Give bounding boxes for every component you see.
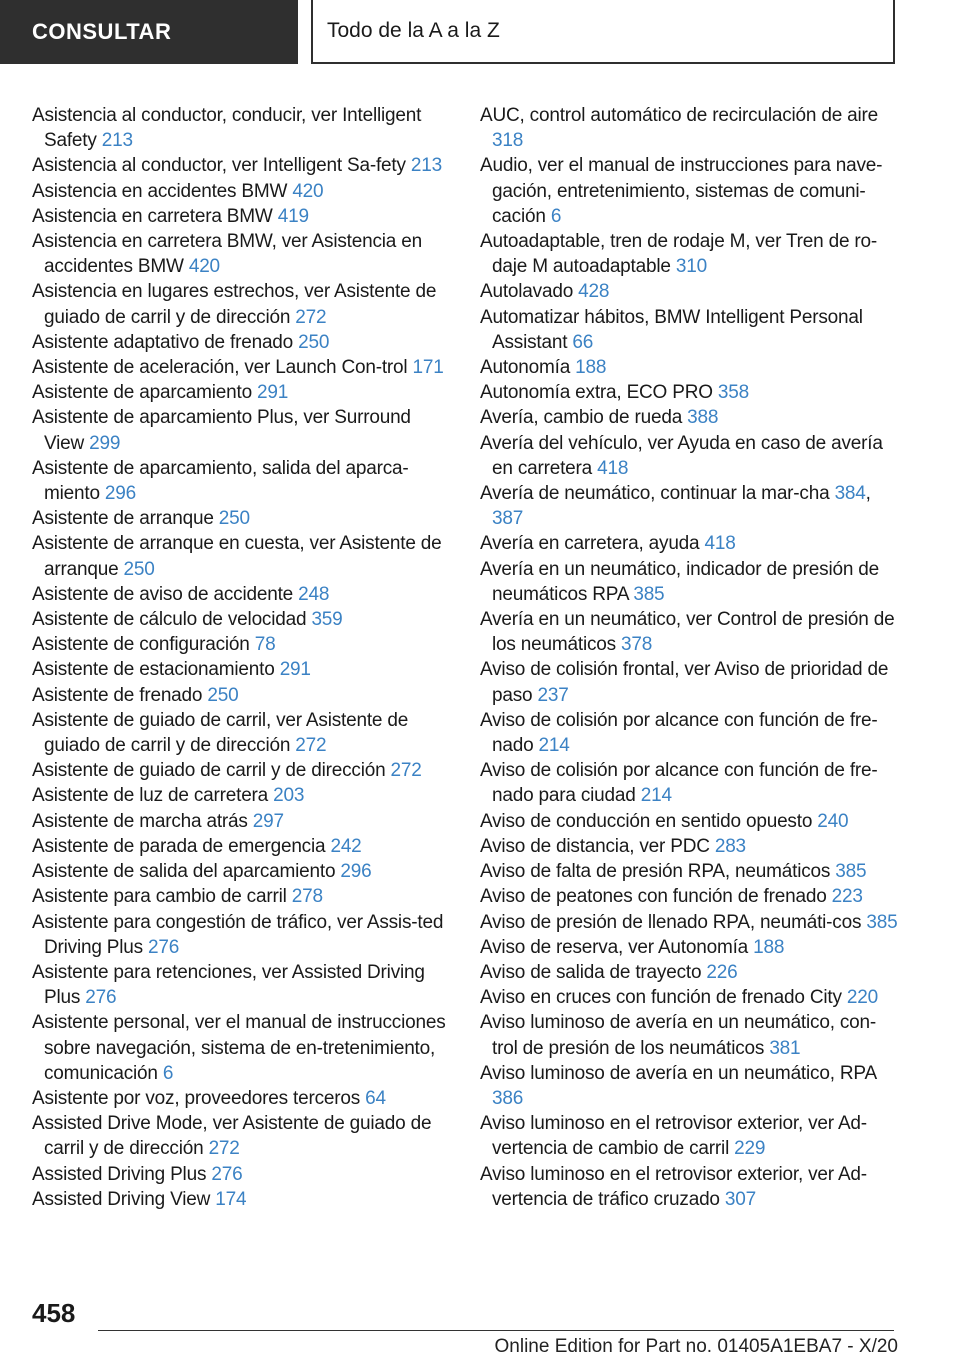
page-reference-link[interactable]: 378: [621, 634, 653, 656]
footer-divider: [98, 1330, 894, 1331]
index-entry-term: Autonomía extra, ECO PRO: [480, 382, 718, 404]
index-entry-term: Asistente adaptativo de frenado: [32, 331, 299, 353]
page-reference-link[interactable]: 297: [252, 810, 284, 832]
index-entry-term: Aviso de colisión frontal, ver Aviso de prioridad de paso: [480, 659, 889, 706]
index-entry-term: Asistente de aparcamiento, salida del aparca-miento: [32, 457, 409, 505]
index-entry-term: Asistente para congestión de tráfico, ver Assis-ted Driving Plus: [32, 911, 444, 958]
index-entry-term: Assisted Driving View: [32, 1188, 216, 1210]
page-reference-link[interactable]: 242: [330, 835, 362, 857]
index-entry-term: Autoadaptable, tren de rodaje M, ver Tren de ro-daje M autoadaptable: [480, 231, 878, 278]
index-entry-term: Aviso de reserva, ver Autonomía: [480, 936, 754, 958]
index-entry-term: Asistente de aviso de accidente: [32, 583, 299, 605]
index-entry: [480, 758, 898, 808]
index-entry: [32, 380, 450, 405]
page-reference-link[interactable]: 174: [215, 1188, 247, 1210]
page-reference-link[interactable]: 278: [291, 886, 323, 908]
page-reference-link[interactable]: 272: [208, 1138, 240, 1160]
page-reference-link[interactable]: 226: [706, 961, 738, 983]
index-entry: [32, 657, 450, 682]
index-entry-term: Aviso en cruces con función de frenado City: [480, 987, 847, 1009]
index-entry-term: Aviso de peatones con función de frenado: [480, 886, 832, 908]
page-reference-link[interactable]: 66: [572, 331, 594, 353]
page-reference-link[interactable]: 296: [340, 861, 372, 883]
index-entry-term: Asistencia en carretera BMW: [32, 205, 278, 227]
page-reference-link[interactable]: 420: [292, 180, 324, 202]
page-reference-link[interactable]: 385: [835, 861, 867, 883]
index-entry-term: Asistente de parada de emergencia: [32, 835, 331, 857]
index-entry: [32, 809, 450, 834]
index-entry: [480, 884, 898, 909]
index-entry-term: Aviso luminoso en el retrovisor exterior, ver Ad-vertencia de tráfico cruzado: [480, 1163, 867, 1210]
page-reference-link[interactable]: 171: [412, 357, 444, 379]
index-entry: [480, 1162, 898, 1212]
index-entry-term: Aviso luminoso de avería en un neumático, con-trol de presión de los neumáticos: [480, 1012, 877, 1059]
page-reference-link[interactable]: 272: [295, 735, 327, 757]
index-entry-term: Aviso de distancia, ver PDC: [480, 835, 715, 857]
index-entry: [32, 405, 450, 455]
page-reference-link[interactable]: 214: [538, 735, 570, 757]
index-entry-term: Asistencia en lugares estrechos, ver Asistente de guiado de carril y de dirección: [32, 281, 437, 328]
page-reference-link[interactable]: 240: [817, 810, 849, 832]
index-entry-term: Avería, cambio de rueda: [480, 407, 688, 429]
index-entry-term: Aviso luminoso en el retrovisor exterior, ver Ad-vertencia de cambio de carril: [480, 1113, 867, 1160]
page-reference-link[interactable]: 358: [717, 382, 749, 404]
page-reference-link[interactable]: 213: [101, 130, 133, 152]
page-reference-link[interactable]: 385: [633, 583, 665, 605]
index-entry: [480, 103, 898, 153]
index-entry: [32, 1086, 450, 1111]
index-entry: [32, 859, 450, 884]
index-entry: [32, 204, 450, 229]
page-reference-link[interactable]: 6: [550, 205, 562, 227]
footer-edition: Online Edition for Part no. 01405A1EBA7 - X/20: [494, 1336, 898, 1357]
index-entry: [32, 355, 450, 380]
index-entry: [480, 859, 898, 884]
index-entry-term: Aviso de colisión por alcance con función de fre-nado: [480, 709, 878, 757]
index-entry: [480, 355, 898, 380]
index-entry: [32, 910, 450, 960]
page-reference-link[interactable]: 418: [704, 533, 736, 555]
index-entry: [32, 330, 450, 355]
index-entry: [32, 229, 450, 279]
page-reference-link[interactable]: 250: [123, 558, 155, 580]
index-entry-term: Assisted Driving Plus: [32, 1163, 212, 1185]
page-reference-link[interactable]: 276: [85, 987, 117, 1009]
page-reference-link[interactable]: 203: [273, 785, 305, 807]
index-entry: [32, 153, 450, 178]
page-reference-link[interactable]: 250: [207, 684, 239, 706]
index-entry: [480, 481, 898, 531]
page-reference-link[interactable]: 386: [492, 1087, 524, 1109]
page-reference-link[interactable]: 223: [831, 886, 863, 908]
page-reference-link[interactable]: 318: [492, 130, 524, 152]
page-reference-link[interactable]: 310: [675, 256, 707, 278]
index-entry: [480, 279, 898, 304]
index-entry-term: Automatizar hábitos, BMW Intelligent Personal Assistant: [480, 306, 863, 353]
index-entry: [32, 1162, 450, 1187]
index-entry-term: Asistencia al conductor, conducir, ver Intelligent Safety: [32, 105, 422, 152]
index-entry-term: Avería en carretera, ayuda: [480, 533, 705, 555]
page-reference-link[interactable]: 188: [575, 357, 607, 379]
index-entry: [480, 935, 898, 960]
index-entry-term: Asistencia en carretera BMW, ver Asistencia en accidentes BMW: [32, 231, 422, 278]
page-reference-link[interactable]: 296: [104, 483, 137, 505]
index-entry-term: Avería en un neumático, ver Control de presión de los neumáticos: [480, 609, 895, 656]
index-entry: [480, 657, 898, 707]
index-entry: [32, 758, 450, 783]
index-entry: [480, 708, 898, 758]
page-reference-link[interactable]: 384: [834, 483, 866, 505]
page-reference-link[interactable]: 428: [578, 281, 610, 303]
index-entry: [32, 1010, 450, 1086]
index-entry-term: Asistente de marcha atrás: [32, 810, 253, 832]
index-entry-term: Aviso de presión de llenado RPA, neumáti-cos: [480, 911, 867, 933]
index-entry-term: Asistente de guiado de carril y de dirección: [32, 760, 391, 782]
page-reference-link[interactable]: 78: [254, 634, 276, 656]
index-entry: [32, 632, 450, 657]
index-entry-term: Aviso luminoso de avería en un neumático, RPA: [480, 1062, 876, 1084]
page-reference-link[interactable]: 381: [769, 1037, 801, 1059]
page-reference-link[interactable]: 229: [734, 1138, 766, 1160]
index-entry: [32, 279, 450, 329]
index-entry: [32, 708, 450, 758]
index-entry: [32, 582, 450, 607]
page-ref-separator: ,: [865, 483, 871, 505]
index-entry: [480, 910, 898, 935]
index-entry-term: Aviso de conducción en sentido opuesto: [480, 810, 818, 832]
index-entry: [480, 380, 898, 405]
page-reference-link[interactable]: 214: [640, 785, 672, 807]
index-entry-term: Asistente de luz de carretera: [32, 785, 274, 807]
index-entry-term: Asistente de salida del aparcamiento: [32, 861, 341, 883]
index-entry-term: Autolavado: [480, 281, 579, 303]
index-entry-term: Asistente de aceleración, ver Launch Con-trol: [32, 357, 413, 379]
page-reference-link[interactable]: 299: [89, 432, 121, 454]
index-entry-term: AUC, control automático de recirculación de aire: [480, 105, 879, 126]
index-entry: [480, 985, 898, 1010]
index-entry-term: Asistencia en accidentes BMW: [32, 180, 293, 202]
index-entry-term: Asistente personal, ver el manual de instrucciones sobre navegación, sistema de en-tretenimiento, comunicación: [32, 1012, 446, 1084]
index-entry: [32, 506, 450, 531]
page-reference-link[interactable]: 220: [846, 987, 878, 1009]
index-entry: [32, 1111, 450, 1161]
index-entry-term: Asistente de arranque en cuesta, ver Asistente de arranque: [32, 533, 442, 580]
index-entry-term: Asistente de configuración: [32, 634, 255, 656]
index-entry: [480, 305, 898, 355]
index-entry-term: Asistente de estacionamiento: [32, 659, 280, 681]
page-reference-link[interactable]: 418: [597, 457, 629, 479]
page-reference-link[interactable]: 387: [492, 508, 524, 530]
page-reference-link[interactable]: 248: [298, 583, 330, 605]
index-entry: [480, 153, 898, 229]
index-entry-term: Asistente por voz, proveedores terceros: [32, 1087, 366, 1109]
index-entry-term: Asistente de arranque: [32, 508, 219, 530]
page-reference-link[interactable]: 250: [298, 331, 330, 353]
index-entry-term: Asistente para retenciones, ver Assisted Driving Plus: [32, 961, 425, 1009]
page-reference-link[interactable]: 272: [390, 760, 422, 782]
index-column-right: [480, 103, 898, 1212]
page-reference-link[interactable]: 385: [866, 911, 898, 933]
index-entry-term: Asistente de frenado: [32, 684, 208, 706]
page-reference-link[interactable]: 213: [410, 155, 442, 177]
index-entry-term: Asistente de cálculo de velocidad: [32, 609, 312, 631]
page-reference-link[interactable]: 188: [753, 936, 785, 958]
index-entry: [480, 557, 898, 607]
index-entry-term: Aviso de colisión por alcance con función de fre-nado para ciudad: [480, 760, 878, 807]
index-entry: [480, 607, 898, 657]
index-entry: [480, 809, 898, 834]
page-number: 458: [32, 1298, 76, 1328]
index-entry-term: Asistente de aparcamiento Plus, ver Surround View: [32, 407, 411, 454]
page-reference-link[interactable]: 276: [211, 1163, 243, 1185]
page-reference-link[interactable]: 291: [279, 659, 311, 681]
index-entry: [480, 834, 898, 859]
page-reference-link[interactable]: 250: [218, 508, 250, 530]
index-entry: [32, 683, 450, 708]
section-label: CONSULTAR: [32, 19, 172, 44]
index-entry-term: Asistente de aparcamiento: [32, 382, 258, 404]
page-reference-link[interactable]: 419: [277, 205, 309, 227]
section-tab: [0, 0, 298, 64]
index-entry: [32, 834, 450, 859]
page-reference-link[interactable]: 420: [188, 256, 220, 278]
page-reference-link[interactable]: 6: [162, 1062, 174, 1084]
index-entry: [32, 1187, 450, 1212]
chapter-title: Todo de la A a la Z: [327, 19, 500, 42]
page-reference-link[interactable]: 276: [148, 936, 180, 958]
page-reference-link[interactable]: 64: [365, 1087, 386, 1109]
index-entry: [32, 103, 450, 153]
page-reference-link[interactable]: 359: [311, 609, 343, 631]
index-entry: [32, 884, 450, 909]
index-entry: [32, 179, 450, 204]
index-entry: [480, 1061, 898, 1111]
page-reference-link[interactable]: 283: [714, 835, 746, 857]
index-entry-term: Asistente de guiado de carril, ver Asistente de guiado de carril y de dirección: [32, 709, 409, 757]
index-entry-term: Asistencia al conductor, ver Intelligent Sa-fety: [32, 155, 411, 177]
page-reference-link[interactable]: 237: [537, 684, 569, 706]
index-entry: [32, 531, 450, 581]
index-entry: [480, 229, 898, 279]
index-entry-term: Assisted Drive Mode, ver Asistente de guiado de carril y de dirección: [32, 1113, 432, 1160]
page-reference-link[interactable]: 307: [724, 1188, 756, 1210]
index-entry: [32, 783, 450, 808]
index-entry-term: Autonomía: [480, 357, 576, 379]
index-column-left: [32, 103, 450, 1212]
index-entry: [480, 960, 898, 985]
index-entry: [32, 960, 450, 1010]
index-entry-term: Avería del vehículo, ver Ayuda en caso de avería en carretera: [480, 432, 883, 479]
index-entry: [480, 531, 898, 556]
index-entry-term: Avería en un neumático, indicador de presión de neumáticos RPA: [480, 558, 880, 605]
chapter-title-box: [311, 0, 895, 64]
index-entry: [32, 456, 450, 506]
index-entry-term: Aviso de falta de presión RPA, neumáticos: [480, 861, 836, 883]
page-reference-link[interactable]: 388: [687, 407, 719, 429]
index-entry: [32, 607, 450, 632]
page-reference-link[interactable]: 291: [257, 382, 289, 404]
index-entry: [480, 405, 898, 430]
index-entry-term: Audio, ver el manual de instrucciones para nave-gación, entretenimiento, sistemas de comuni-cación: [480, 155, 883, 227]
index-entry-term: Avería de neumático, continuar la mar-cha: [480, 483, 835, 505]
page-reference-link[interactable]: 272: [295, 306, 327, 328]
index-entry: [480, 1010, 898, 1060]
index-entry: [480, 431, 898, 481]
index-entry: [480, 1111, 898, 1161]
index-entry-term: Aviso de salida de trayecto: [480, 961, 707, 983]
index-entry-term: Asistente para cambio de carril: [32, 886, 292, 908]
